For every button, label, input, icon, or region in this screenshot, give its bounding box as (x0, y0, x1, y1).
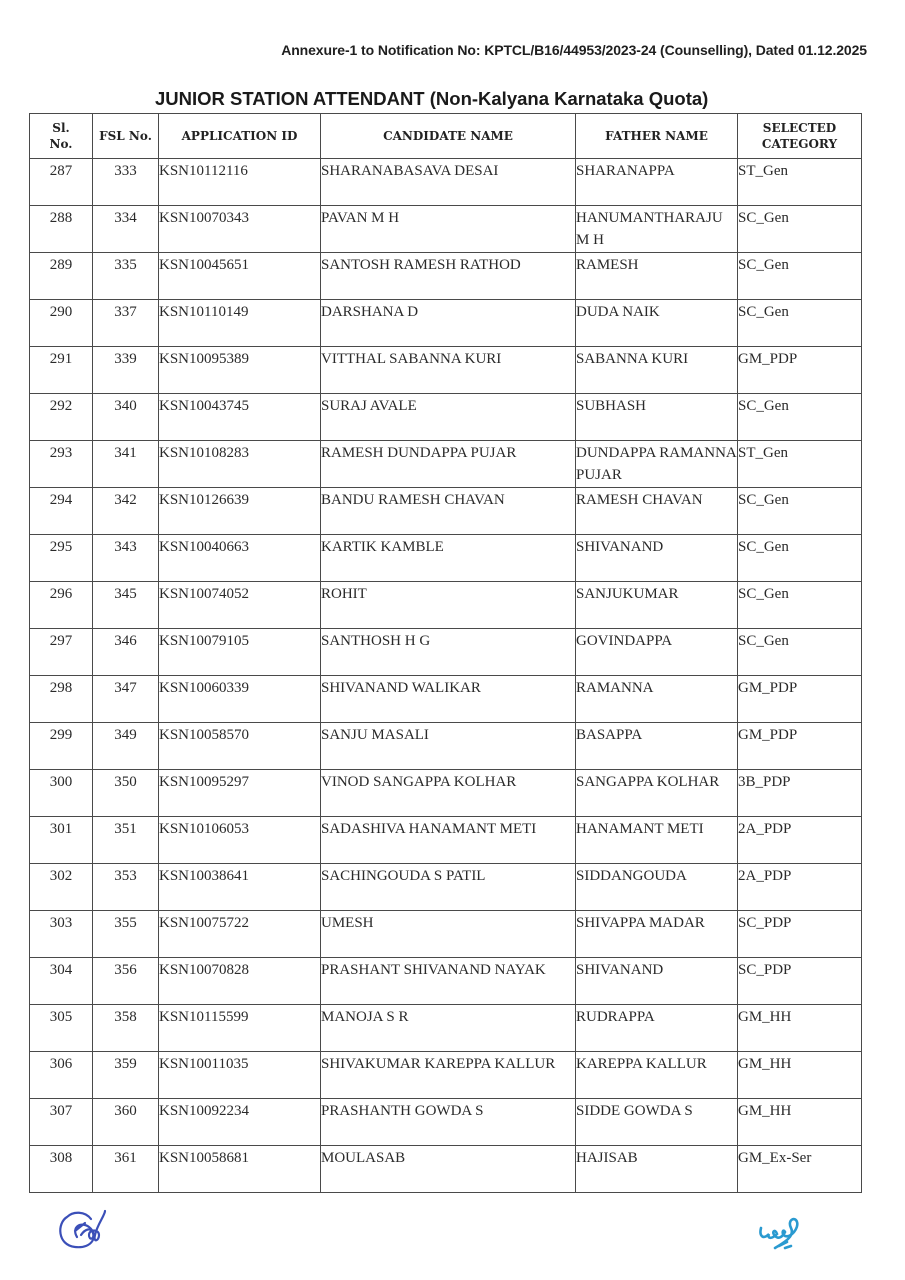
fsl-no-cell: 353 (93, 864, 159, 911)
application-id-cell: KSN10095297 (159, 770, 321, 817)
sl-no-cell: 288 (30, 206, 93, 253)
sl-no-cell: 287 (30, 159, 93, 206)
father-name-cell: RAMESH (576, 253, 738, 300)
application-id-cell: KSN10040663 (159, 535, 321, 582)
table-row (30, 488, 862, 535)
application-id-cell: KSN10079105 (159, 629, 321, 676)
candidate-name-cell: SHARANABASAVA DESAI (321, 159, 576, 206)
selection-table (29, 113, 862, 1193)
sl-no-cell: 290 (30, 300, 93, 347)
candidate-name-cell: SHIVANAND WALIKAR (321, 676, 576, 723)
application-id-cell: KSN10106053 (159, 817, 321, 864)
selected-category-cell: SC_Gen (738, 300, 862, 347)
sl-no-cell: 296 (30, 582, 93, 629)
father-name-cell: HAJISAB (576, 1146, 738, 1193)
application-id-cell: KSN10074052 (159, 582, 321, 629)
sl-no-cell: 305 (30, 1005, 93, 1052)
selected-category-cell: GM_Ex-Ser (738, 1146, 862, 1193)
selected-category-cell: SC_PDP (738, 958, 862, 1005)
table-row (30, 300, 862, 347)
table-row (30, 159, 862, 206)
candidate-name-cell: SADASHIVA HANAMANT METI (321, 817, 576, 864)
table-row (30, 676, 862, 723)
table-row (30, 1052, 862, 1099)
father-name-cell: RAMANNA (576, 676, 738, 723)
father-name-cell: BASAPPA (576, 723, 738, 770)
application-id-cell: KSN10058570 (159, 723, 321, 770)
annexure-reference: Annexure-1 to Notification No: KPTCL/B16/44953/2023-24 (Counselling), Dated 01.12.2025 (281, 42, 867, 58)
table-row (30, 864, 862, 911)
selected-category-cell: GM_HH (738, 1005, 862, 1052)
sl-no-cell: 293 (30, 441, 93, 488)
table-row (30, 253, 862, 300)
father-name-cell: SHIVANAND (576, 535, 738, 582)
candidate-name-cell: MOULASAB (321, 1146, 576, 1193)
candidate-name-cell: UMESH (321, 911, 576, 958)
table-row (30, 394, 862, 441)
selected-category-cell: SC_Gen (738, 488, 862, 535)
fsl-no-cell: 351 (93, 817, 159, 864)
selected-category-cell: SC_Gen (738, 206, 862, 253)
fsl-no-cell: 342 (93, 488, 159, 535)
fsl-no-cell: 360 (93, 1099, 159, 1146)
selected-category-cell: SC_Gen (738, 629, 862, 676)
signature-right (755, 1208, 815, 1258)
candidate-name-cell: PRASHANT SHIVANAND NAYAK (321, 958, 576, 1005)
column-header-fsl-no: FSL No. (93, 114, 159, 159)
application-id-cell: KSN10108283 (159, 441, 321, 488)
table-row (30, 911, 862, 958)
selected-category-cell: GM_PDP (738, 676, 862, 723)
sl-no-cell: 295 (30, 535, 93, 582)
application-id-cell: KSN10043745 (159, 394, 321, 441)
table-row (30, 958, 862, 1005)
table-row (30, 817, 862, 864)
fsl-no-cell: 334 (93, 206, 159, 253)
application-id-cell: KSN10092234 (159, 1099, 321, 1146)
selected-category-cell: 2A_PDP (738, 864, 862, 911)
table-row (30, 347, 862, 394)
application-id-cell: KSN10075722 (159, 911, 321, 958)
sl-no-cell: 291 (30, 347, 93, 394)
fsl-no-cell: 346 (93, 629, 159, 676)
father-name-cell: SUBHASH (576, 394, 738, 441)
sl-no-cell: 301 (30, 817, 93, 864)
candidate-name-cell: PAVAN M H (321, 206, 576, 253)
fsl-no-cell: 345 (93, 582, 159, 629)
father-name-cell: HANAMANT METI (576, 817, 738, 864)
fsl-no-cell: 340 (93, 394, 159, 441)
application-id-cell: KSN10126639 (159, 488, 321, 535)
application-id-cell: KSN10115599 (159, 1005, 321, 1052)
sl-no-cell: 297 (30, 629, 93, 676)
column-header-candidate-name: CANDIDATE NAME (321, 114, 576, 159)
candidate-name-cell: SURAJ AVALE (321, 394, 576, 441)
table-row (30, 1005, 862, 1052)
fsl-no-cell: 337 (93, 300, 159, 347)
fsl-no-cell: 356 (93, 958, 159, 1005)
sl-no-cell: 306 (30, 1052, 93, 1099)
application-id-cell: KSN10038641 (159, 864, 321, 911)
sl-no-cell: 300 (30, 770, 93, 817)
candidate-name-cell: VINOD SANGAPPA KOLHAR (321, 770, 576, 817)
candidate-name-cell: RAMESH DUNDAPPA PUJAR (321, 441, 576, 488)
table-row (30, 535, 862, 582)
father-name-cell: GOVINDAPPA (576, 629, 738, 676)
sl-no-cell: 302 (30, 864, 93, 911)
table-header-row (30, 114, 862, 159)
selected-category-cell: SC_Gen (738, 582, 862, 629)
selected-category-cell: SC_Gen (738, 535, 862, 582)
selected-category-cell: 2A_PDP (738, 817, 862, 864)
father-name-cell: SIDDE GOWDA S (576, 1099, 738, 1146)
candidate-name-cell: SACHINGOUDA S PATIL (321, 864, 576, 911)
fsl-no-cell: 347 (93, 676, 159, 723)
selected-category-cell: GM_PDP (738, 723, 862, 770)
father-name-cell: DUNDAPPA RAMANNA PUJAR (576, 441, 738, 488)
candidate-name-cell: DARSHANA D (321, 300, 576, 347)
sl-no-cell: 308 (30, 1146, 93, 1193)
document-title: JUNIOR STATION ATTENDANT (Non-Kalyana Karnataka Quota) (155, 88, 709, 109)
table-row (30, 1099, 862, 1146)
table-row (30, 770, 862, 817)
fsl-no-cell: 339 (93, 347, 159, 394)
fsl-no-cell: 341 (93, 441, 159, 488)
father-name-cell: RAMESH CHAVAN (576, 488, 738, 535)
application-id-cell: KSN10110149 (159, 300, 321, 347)
father-name-cell: KAREPPA KALLUR (576, 1052, 738, 1099)
father-name-cell: HANUMANTHARAJU M H (576, 206, 738, 253)
fsl-no-cell: 358 (93, 1005, 159, 1052)
table-row (30, 441, 862, 488)
signature-left (55, 1205, 125, 1255)
application-id-cell: KSN10011035 (159, 1052, 321, 1099)
fsl-no-cell: 359 (93, 1052, 159, 1099)
selected-category-cell: SC_Gen (738, 253, 862, 300)
sl-no-cell: 292 (30, 394, 93, 441)
table-row (30, 206, 862, 253)
father-name-cell: SHIVANAND (576, 958, 738, 1005)
candidate-name-cell: SANJU MASALI (321, 723, 576, 770)
selected-category-cell: ST_Gen (738, 441, 862, 488)
fsl-no-cell: 361 (93, 1146, 159, 1193)
fsl-no-cell: 343 (93, 535, 159, 582)
column-header-father-name: FATHER NAME (576, 114, 738, 159)
fsl-no-cell: 355 (93, 911, 159, 958)
candidate-name-cell: SANTOSH RAMESH RATHOD (321, 253, 576, 300)
fsl-no-cell: 349 (93, 723, 159, 770)
selected-category-cell: GM_HH (738, 1099, 862, 1146)
father-name-cell: SHIVAPPA MADAR (576, 911, 738, 958)
sl-no-cell: 294 (30, 488, 93, 535)
signature-icon (755, 1208, 815, 1254)
father-name-cell: SANJUKUMAR (576, 582, 738, 629)
candidate-name-cell: KARTIK KAMBLE (321, 535, 576, 582)
father-name-cell: SHARANAPPA (576, 159, 738, 206)
application-id-cell: KSN10095389 (159, 347, 321, 394)
column-header-sl-no: Sl. No. (30, 114, 93, 159)
father-name-cell: SIDDANGOUDA (576, 864, 738, 911)
sl-no-cell: 298 (30, 676, 93, 723)
father-name-cell: SANGAPPA KOLHAR (576, 770, 738, 817)
candidate-name-cell: PRASHANTH GOWDA S (321, 1099, 576, 1146)
selected-category-cell: SC_PDP (738, 911, 862, 958)
application-id-cell: KSN10060339 (159, 676, 321, 723)
sl-no-cell: 289 (30, 253, 93, 300)
table-row (30, 629, 862, 676)
selected-category-cell: ST_Gen (738, 159, 862, 206)
candidate-name-cell: SHIVAKUMAR KAREPPA KALLUR (321, 1052, 576, 1099)
table-body (30, 159, 862, 1193)
fsl-no-cell: 350 (93, 770, 159, 817)
application-id-cell: KSN10070343 (159, 206, 321, 253)
table-row (30, 582, 862, 629)
candidate-name-cell: ROHIT (321, 582, 576, 629)
sl-no-cell: 299 (30, 723, 93, 770)
application-id-cell: KSN10045651 (159, 253, 321, 300)
sl-no-cell: 307 (30, 1099, 93, 1146)
fsl-no-cell: 335 (93, 253, 159, 300)
candidate-name-cell: BANDU RAMESH CHAVAN (321, 488, 576, 535)
selected-category-cell: SC_Gen (738, 394, 862, 441)
application-id-cell: KSN10070828 (159, 958, 321, 1005)
column-header-selected-category: SELECTED CATEGORY (738, 114, 862, 159)
candidate-name-cell: MANOJA S R (321, 1005, 576, 1052)
sl-no-cell: 303 (30, 911, 93, 958)
application-id-cell: KSN10112116 (159, 159, 321, 206)
column-header-application-id: APPLICATION ID (159, 114, 321, 159)
fsl-no-cell: 333 (93, 159, 159, 206)
signature-icon (55, 1205, 125, 1251)
selected-category-cell: GM_PDP (738, 347, 862, 394)
selected-category-cell: GM_HH (738, 1052, 862, 1099)
application-id-cell: KSN10058681 (159, 1146, 321, 1193)
candidate-name-cell: VITTHAL SABANNA KURI (321, 347, 576, 394)
father-name-cell: DUDA NAIK (576, 300, 738, 347)
father-name-cell: SABANNA KURI (576, 347, 738, 394)
candidate-name-cell: SANTHOSH H G (321, 629, 576, 676)
table-row (30, 1146, 862, 1193)
sl-no-cell: 304 (30, 958, 93, 1005)
table-row (30, 723, 862, 770)
father-name-cell: RUDRAPPA (576, 1005, 738, 1052)
selected-category-cell: 3B_PDP (738, 770, 862, 817)
